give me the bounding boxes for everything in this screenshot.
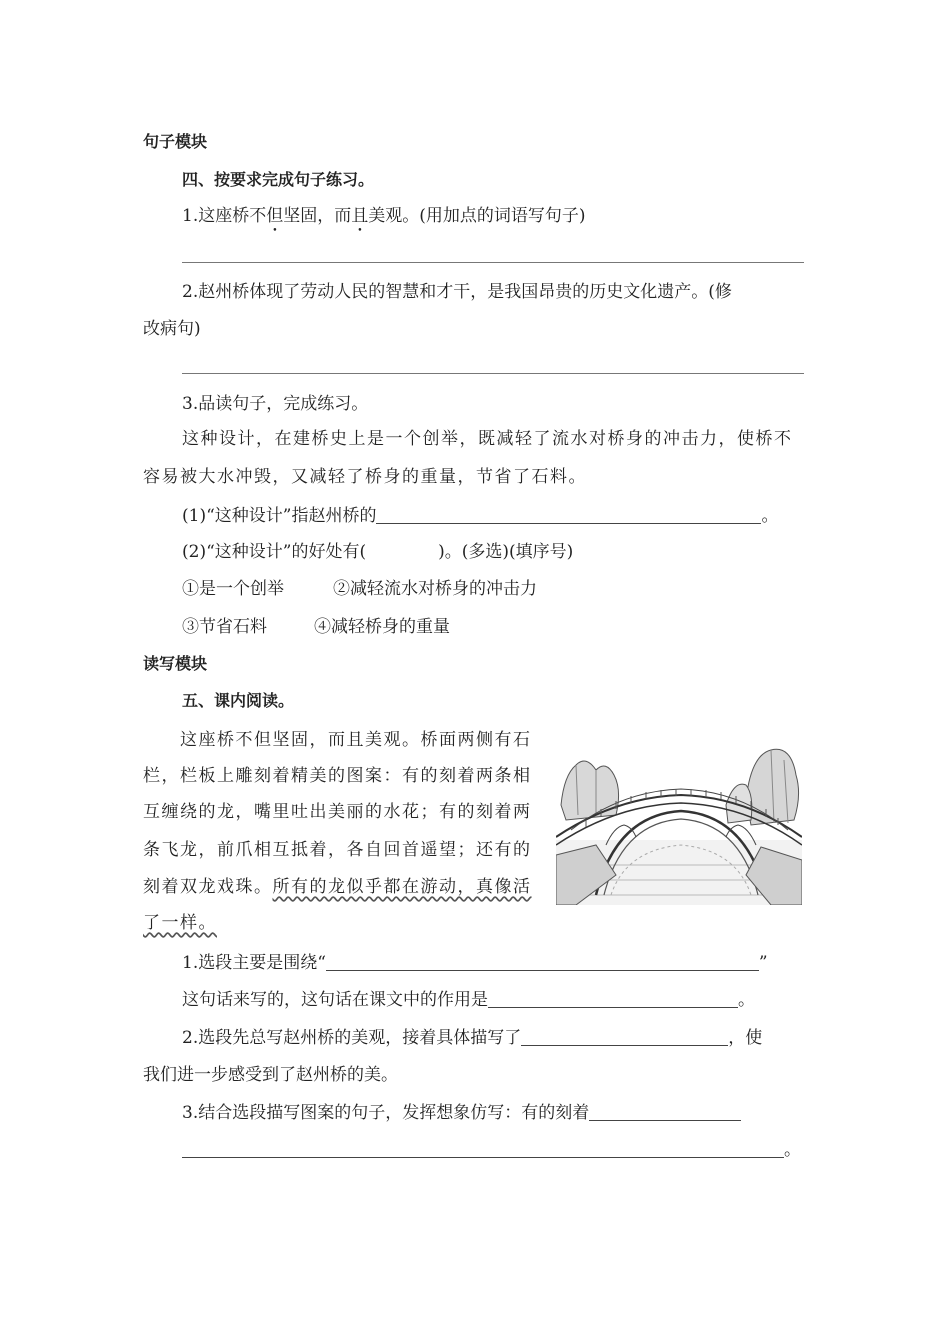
option-4: ④减轻桥身的重量 — [314, 617, 450, 637]
section-heading-sentence: 句子模块 — [143, 132, 208, 151]
option-1: ①是一个创举 — [182, 579, 284, 599]
q5-item-2-line1: 2.选段先总写赵州桥的美观，接着具体描写了 ，使 — [182, 1028, 763, 1048]
fill-blank[interactable] — [376, 505, 761, 524]
emphasis-word: 但 — [266, 206, 284, 226]
fill-blank[interactable] — [589, 1102, 741, 1121]
zhaozhou-bridge-illustration — [556, 745, 802, 905]
q4-item-3-title: 3.品读句子，完成练习。 — [182, 394, 369, 414]
option-3: ③节省石料 — [182, 617, 267, 637]
q4-subitem-1: (1)“这种设计”指赵州桥的 。 — [182, 506, 779, 526]
fill-blank[interactable] — [521, 1027, 728, 1046]
wavy-underlined-text: 所有的龙似乎都在游动，真像活 — [272, 877, 532, 897]
option-2: ②减轻流水对桥身的冲击力 — [333, 579, 537, 599]
q5-item-3-line2: 。 — [182, 1139, 801, 1161]
q4-item-2-line1: 2.赵州桥体现了劳动人民的智慧和才干，是我国昂贵的历史文化遗产。(修 — [182, 282, 732, 302]
q5-item-1-line2: 这句话来写的，这句话在课文中的作用是 。 — [182, 990, 755, 1010]
q5-item-2-line2: 我们进一步感受到了赵州桥的美。 — [143, 1065, 398, 1085]
answer-line[interactable] — [182, 262, 804, 263]
question-4-title: 四、按要求完成句子练习。 — [182, 170, 375, 189]
passage-line: 刻着双龙戏珠。所有的龙似乎都在游动，真像活 — [143, 877, 532, 897]
q5-item-3-line1: 3.结合选段描写图案的句子，发挥想象仿写：有的刻着 — [182, 1102, 741, 1124]
wavy-underlined-text: 了一样。 — [143, 913, 217, 933]
section-heading-reading: 读写模块 — [143, 654, 208, 673]
q4-item-2-line2: 改病句) — [143, 319, 201, 339]
passage-line: 这座桥不但坚固，而且美观。桥面两侧有石 — [180, 730, 532, 750]
passage-line: 条飞龙，前爪相互抵着，各自回首遥望；还有的 — [143, 840, 532, 860]
q4-passage-line1: 这种设计，在建桥史上是一个创举，既减轻了流水对桥身的冲击力，使桥不 — [182, 429, 793, 449]
passage-line: 互缠绕的龙，嘴里吐出美丽的水花；有的刻着两 — [143, 802, 532, 822]
passage-line — [143, 912, 217, 934]
answer-line[interactable] — [182, 373, 804, 374]
q4-passage-line2: 容易被大水冲毁，又减轻了桥身的重量，节省了石料。 — [143, 467, 587, 487]
q4-subitem-2: (2)“这种设计”的好处有( )。(多选)(填序号) — [182, 542, 574, 562]
fill-blank[interactable] — [488, 989, 738, 1008]
emphasis-word: 且 — [351, 206, 369, 226]
q5-item-1-line1: 1.选段主要是围绕“ ” — [182, 953, 768, 973]
fill-blank[interactable] — [182, 1139, 784, 1158]
q4-item-1: 1.这座桥不但坚固，而且美观。(用加点的词语写句子) — [182, 206, 586, 226]
fill-blank[interactable] — [326, 952, 759, 971]
question-5-title: 五、课内阅读。 — [182, 691, 295, 710]
passage-line: 栏，栏板上雕刻着精美的图案：有的刻着两条相 — [143, 766, 532, 786]
